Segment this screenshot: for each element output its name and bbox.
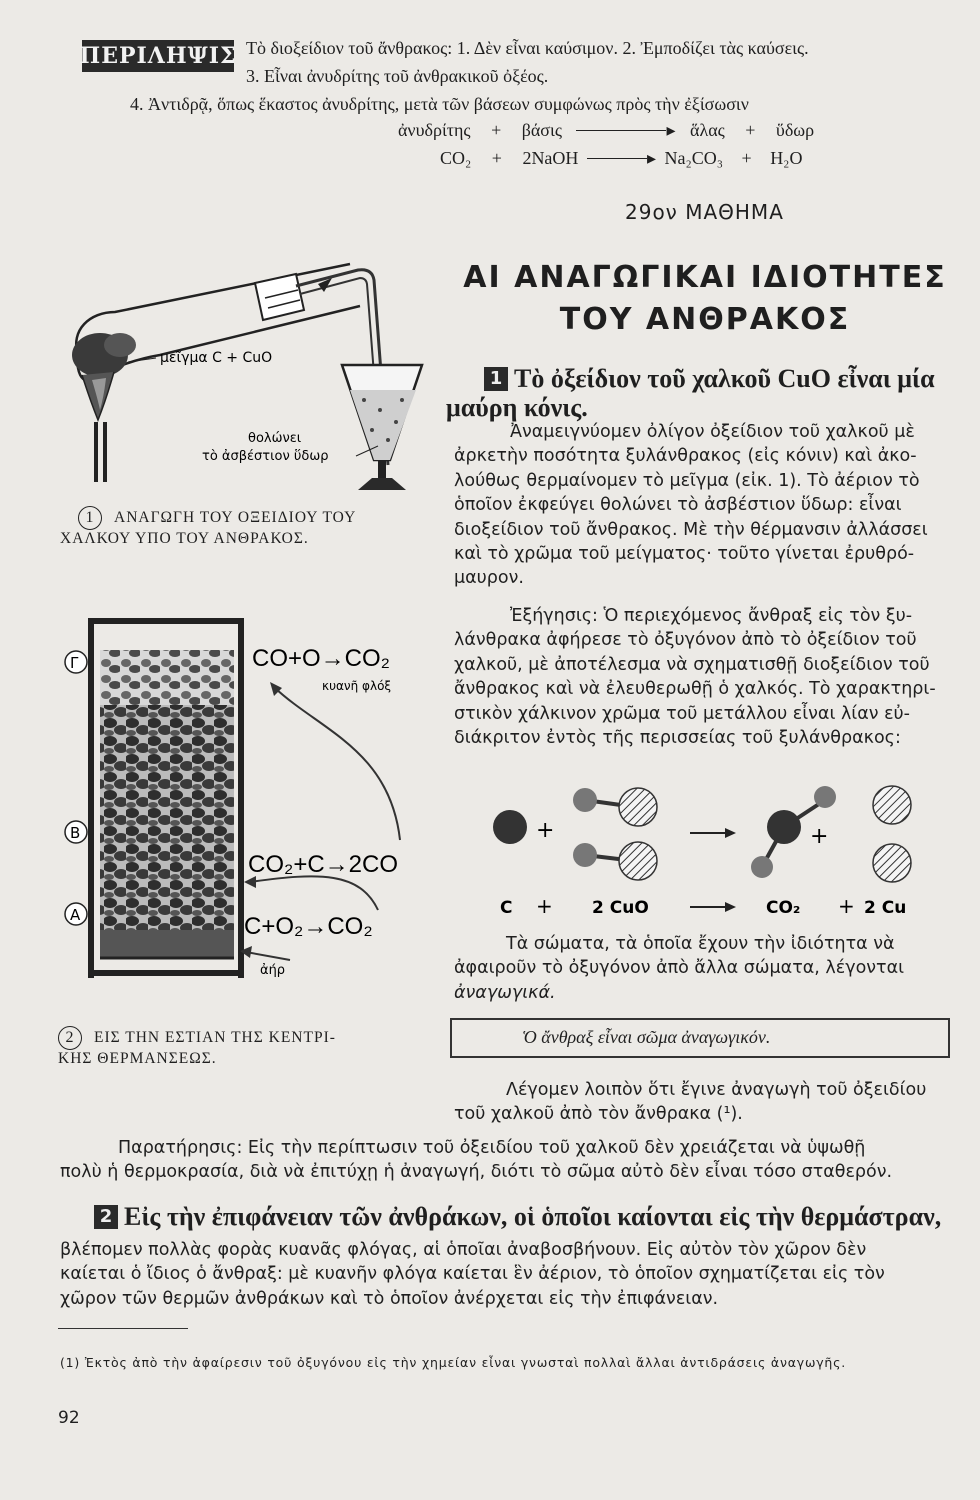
plus-sign: + (536, 818, 555, 843)
paragraph-definition (454, 932, 960, 1005)
label-air: ἀήρ (260, 963, 286, 978)
figure-2-caption-line-2: ΚΗΣ ΘΕΡΜΑΝΣΕΩΣ. (58, 1050, 217, 1067)
eq-base: βάσις (521, 120, 562, 140)
eq-plus: + (745, 120, 756, 140)
text-line: Παρατήρησις: Εἰς τὴν περίπτωσιν τοῦ ὀξειδίου τοῦ χαλκοῦ δὲν χρειάζεται νὰ ὑψωθῇ (118, 1138, 866, 1158)
zone-marker-a (65, 903, 87, 925)
page-number: 92 (58, 1408, 80, 1428)
zone-marker-b (65, 821, 87, 843)
section-2-marker: 2 (94, 1205, 118, 1229)
text-line: λάνθρακα ἀφήρεσε τὸ ὀξυγόνον ἀπὸ τὸ ὀξείδιον τοῦ (454, 630, 917, 651)
eq-plus: + (741, 148, 752, 168)
burner-flame (82, 372, 114, 420)
figure-1-number: 1 (78, 506, 102, 530)
figure-2-caption-line-1: ΕΙΣ ΤΗΝ ΕΣΤΙΑΝ ΤΗΣ ΚΕΝΤΡΙ- (94, 1029, 336, 1046)
section-2-heading-text: Εἰς τὴν ἐπιφάνειαν τῶν ἀνθράκων, οἱ ὁποῖοι καίονται εἰς τὴν θερμάστραν, (124, 1202, 942, 1231)
text-line: ἀρκετὴν ποσότητα ξυλάνθρακος (εἰς κόνιν) καὶ ἀκο- (454, 446, 917, 467)
eq-na2co3: Na₂CO₃ (664, 148, 724, 168)
carbon-atom (493, 810, 527, 844)
equation-middle: CO₂+C→2CO (248, 851, 399, 878)
reduction-molecule-diagram (480, 775, 950, 925)
text-line: διοξείδιον τοῦ ἄνθρακος. Μὲ τὴν θέρμανσιν ἀλλάσσει (454, 519, 928, 540)
eq-arrow: ▸ (587, 148, 656, 168)
reaction-arrow (690, 902, 736, 912)
figure-2-furnace (60, 610, 440, 1020)
paragraph-remark (60, 1136, 960, 1185)
eq-water: ὕδωρ (775, 120, 815, 140)
lesson-title-line-1: ΑΙ ΑΝΑΓΩΓΙΚΑΙ ΙΔΙΟΤΗΤΕΣ (463, 260, 947, 295)
paragraph-experiment (454, 420, 960, 591)
text-line: τοῦ χαλκοῦ ἀπὸ τὸν ἄνθρακα (¹). (454, 1104, 743, 1125)
text-line: πολὺ ἡ θερμοκρασία, διὰ νὰ ἐπιτύχῃ ἡ ἀναγωγή, διότι τὸ σῶμα αὐτὸ δὲν εἶναι τόσο σταθερόν. (60, 1162, 893, 1183)
svg-text:Β: Β (70, 824, 81, 842)
eq-plus: + (491, 148, 502, 168)
equation-top: CO+O→CO₂ (252, 645, 390, 672)
text-line: Τὰ σώματα, τὰ ὁποῖα ἔχουν τὴν ἰδιότητα νὰ (506, 934, 895, 954)
conical-glass (342, 365, 422, 490)
label-blue-flame: κυανῆ φλόξ (322, 679, 392, 693)
label-carbon: C (500, 898, 513, 918)
eq-arrow: ▸ (576, 120, 675, 140)
text-line: χαλκοῦ, μὲ ἀποτέλεσμα νὰ σχηματισθῇ διοξείδιον τοῦ (454, 654, 930, 675)
section-1-heading-line-2: μαύρη κόνις. (446, 393, 588, 422)
footnote-rule (58, 1328, 188, 1329)
lesson-number: 29ον ΜΑΘΗΜΑ (625, 200, 784, 224)
svg-text:Γ: Γ (70, 654, 79, 672)
paragraph-conclusion (454, 1078, 954, 1127)
word-equation (398, 120, 814, 141)
text-line: Ἐξήγησις: Ὁ περιεχόμενος ἄνθραξ εἰς τὸν ξυ- (510, 606, 913, 626)
arrow-to-mid-reaction (250, 876, 378, 910)
text-line: στικὸν χάλκινον χρῶμα τοῦ μετάλλου εἶναι λίαν εὐ- (454, 703, 910, 724)
section-1-marker: 1 (484, 367, 508, 391)
eq-anhydride: ἀνυδρίτης (398, 120, 471, 140)
text-line: καὶ τὸ χρῶμα τοῦ μείγματος· τοῦτο γίνεται ἐρυθρό- (454, 544, 915, 565)
figure-1-caption-line-1: ΑΝΑΓΩΓΗ ΤΟΥ ΟΞΕΙΔΙΟΥ ΤΟΥ (114, 509, 357, 526)
section-2-heading (94, 1202, 941, 1232)
rubber-stopper (255, 274, 304, 320)
figure-2-caption (58, 1026, 336, 1067)
figure-1-caption-line-2: ΧΑΛΚΟΥ ΥΠΟ ΤΟΥ ΑΝΘΡΑΚΟΣ. (60, 530, 309, 547)
eq-co2: CO₂ (440, 148, 472, 168)
figure-1-apparatus (60, 250, 440, 500)
summary-line-3: 4. Ἀντιδρᾷ, ὅπως ἕκαστος ἀνυδρίτης, μετὰ τῶν βάσεων συμφώνως πρὸς τὴν ἐξίσωσιν (130, 94, 749, 114)
copper-oxide-molecule (573, 788, 657, 826)
copper-atom (873, 786, 911, 824)
summary-line-1: Τὸ διοξείδιον τοῦ ἄνθρακος: 1. Δὲν εἶναι καύσιμον. 2. Ἐμποδίζει τὰς καύσεις. (246, 38, 809, 58)
label-lime-water-1: θολώνει (248, 431, 302, 446)
arrow-air (246, 952, 290, 960)
key-statement-box (450, 1018, 950, 1058)
arrow-to-top-reaction (275, 688, 400, 840)
plus-sign: + (536, 894, 553, 918)
paragraph-section-2 (60, 1238, 960, 1311)
text-line: ὁποῖον ἐκφεύγει θολώνει τὸ ἀσβέστιον ὕδωρ: εἶναι (454, 495, 902, 516)
label-lime-water-2: τὸ ἀσβέστιον ὕδωρ (202, 449, 329, 464)
coal-bed (100, 705, 234, 955)
plus-sign: + (838, 894, 855, 918)
footnote: (1) Ἐκτὸς ἀπὸ τὴν ἀφαίρεσιν τοῦ ὀξυγόνου εἰς τὴν χημείαν εἶναι γνωσταὶ πολλαὶ ἄλλαι ἀντιδράσεις ἀναγωγῆς. (60, 1355, 847, 1370)
summary-badge: ΠΕΡΙΛΗΨΙΣ (82, 40, 234, 72)
burner-stand (94, 422, 107, 482)
summary-line-2: 3. Εἶναι ἀνυδρίτης τοῦ ἀνθρακικοῦ ὀξέος. (246, 66, 549, 86)
coal-layer-bottom (100, 930, 234, 958)
zone-marker-g (65, 651, 87, 673)
paragraph-explanation (454, 604, 960, 750)
coal-layer-top (100, 650, 234, 710)
chemical-equation (440, 148, 802, 169)
eq-naoh: 2NaOH (522, 148, 579, 168)
equation-lower: C+O₂→CO₂ (244, 913, 373, 940)
text-line: ἀναγωγικά. (454, 982, 556, 1003)
section-1-heading (484, 364, 935, 394)
section-1-heading-line-1: Τὸ ὀξείδιον τοῦ χαλκοῦ CuO εἶναι μία (514, 364, 935, 393)
text-line: λούθως θερμαίνομεν τὸ μεῖγμα (εἰκ. 1). Τὸ ἀέριον τὸ (454, 470, 920, 491)
copper-oxide-molecule (573, 842, 657, 880)
text-line: καίεται ὁ ἴδιος ὁ ἄνθραξ: μὲ κυανῆν φλόγα καίεται ἓν ἀέριον, τὸ ὁποῖον σχηματίζεται εἰς τὸν (60, 1264, 885, 1285)
key-statement: Ὁ ἄνθραξ εἶναι σῶμα ἀναγωγικόν. (522, 1027, 771, 1047)
eq-h2o: H₂O (770, 148, 803, 168)
label-copper: 2 Cu (864, 898, 907, 918)
mixture-in-tube (72, 333, 136, 377)
label-carbon-dioxide: CO₂ (766, 898, 801, 918)
eq-salt: ἅλας (690, 120, 725, 140)
text-line: Λέγομεν λοιπὸν ὅτι ἔγινε ἀναγωγὴ τοῦ ὀξειδίου (506, 1080, 927, 1100)
figure-2-number: 2 (58, 1026, 82, 1050)
text-line: Ἀναμειγνύομεν ὀλίγον ὀξείδιον τοῦ χαλκοῦ μὲ (510, 422, 915, 442)
label-copper-oxide: 2 CuO (592, 898, 649, 918)
eq-plus: + (491, 120, 502, 140)
lesson-title-line-2: ΤΟΥ ΑΝΘΡΑΚΟΣ (559, 302, 851, 337)
text-line: διάκριτον ἐντὸς τῆς περισσείας τοῦ ξυλάνθρακος: (454, 728, 901, 749)
figure-1-caption (60, 506, 356, 547)
reaction-arrow (690, 828, 736, 838)
text-line: χῶρον τῶν θερμῶν ἀνθράκων καὶ τὸ ὁποῖον ἀνέρχεται εἰς τὴν ἐπιφάνειαν. (60, 1288, 719, 1309)
text-line: ἄνθρακος καὶ νὰ ἐλευθερωθῇ ὁ χαλκός. Τὸ χαρακτηρι- (454, 679, 936, 700)
label-mixture: μεῖγμα C + CuO (160, 350, 273, 366)
text-line: ἀφαιροῦν τὸ ὀξυγόνον ἀπὸ ἄλλα σώματα, λέγονται (454, 958, 905, 979)
text-line: μαυρον. (454, 568, 524, 589)
svg-text:Α: Α (70, 906, 81, 924)
plus-sign: + (810, 824, 829, 849)
copper-atom (873, 844, 911, 882)
text-line: βλέπομεν πολλὰς φορὰς κυανᾶς φλόγας, αἱ ὁποῖαι ἀναβοσβήνουν. Εἰς αὐτὸν τὸν χῶρον δὲν (60, 1240, 867, 1260)
